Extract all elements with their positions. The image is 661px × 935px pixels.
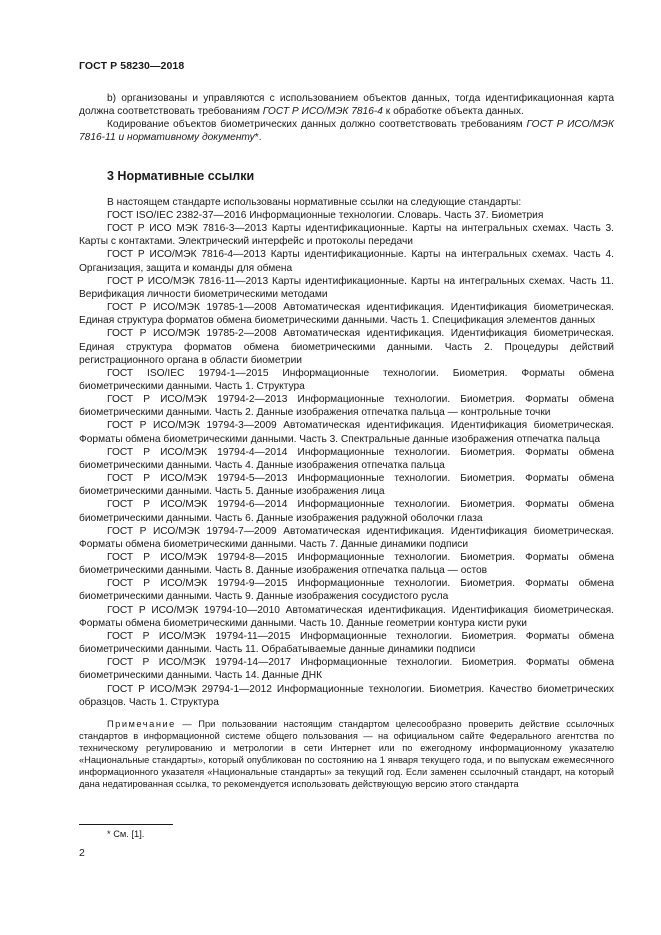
footnote: * См. [1]. bbox=[107, 829, 145, 839]
section-title: 3 Нормативные ссылки bbox=[107, 168, 255, 183]
paragraph-coding-end: *. bbox=[254, 132, 262, 144]
reference-item: ГОСТ Р ИСО/МЭК 29794-1—2012 Информационные технологии. Биометрия. Качество биометрических образцов. Часть 1. Структура bbox=[79, 683, 614, 708]
reference-item: ГОСТ Р ИСО МЭК 7816-3—2013 Карты идентификационные. Карты на интегральных схемах. Часть 3. Карты с контактами. Электрический интерфейс и протоколы передачи bbox=[79, 223, 614, 248]
reference-item: ГОСТ ISO/IEC 19794-1—2015 Информационные технологии. Биометрия. Форматы обмена биометрическими данными. Часть 1. Структура bbox=[79, 367, 614, 392]
paragraph-b bbox=[79, 92, 614, 118]
document-body bbox=[79, 92, 614, 790]
note bbox=[79, 718, 614, 791]
paragraph-coding-start: Кодирование объектов биометрических данных должно соответствовать требованиям bbox=[107, 119, 527, 131]
page-number: 2 bbox=[79, 847, 85, 859]
standard-ref-7816-11: ГОСТ Р ИСО/МЭК 7816-11 и нормативному документу bbox=[79, 119, 614, 144]
note-label: Примечание bbox=[107, 718, 176, 729]
reference-item: ГОСТ Р ИСО/МЭК 19794-4—2014 Информационные технологии. Биометрия. Форматы обмена биометрическими данными. Часть 4. Данные изображения отпечатка пальца bbox=[79, 446, 614, 471]
reference-item: ГОСТ Р ИСО/МЭК 19794-2—2013 Информационные технологии. Биометрия. Форматы обмена биометрическими данными. Часть 2. Данные изображения отпечатка пальца — контрольные точки bbox=[79, 394, 614, 419]
reference-item: ГОСТ Р ИСО/МЭК 19794-10—2010 Автоматическая идентификация. Идентификация биометрическая. Форматы обмена биометрическими данными. Часть 10. Данные геометрии контура кисти руки bbox=[79, 604, 614, 629]
reference-item: ГОСТ Р ИСО/МЭК 19794-6—2014 Информационные технологии. Биометрия. Форматы обмена биометрическими данными. Часть 6. Данные изображения радужной оболочки глаза bbox=[79, 499, 614, 524]
reference-item: ГОСТ Р ИСО/МЭК 19794-11—2015 Информационные технологии. Биометрия. Форматы обмена биометрическими данными. Часть 11. Обрабатываемые данные динамики подписи bbox=[79, 630, 614, 656]
reference-item: ГОСТ Р ИСО/МЭК 19794-5—2013 Информационные технологии. Биометрия. Форматы обмена биометрическими данными. Часть 5. Данные изображения лица bbox=[79, 473, 614, 498]
document-code-header: ГОСТ Р 58230—2018 bbox=[79, 60, 185, 72]
reference-item: ГОСТ ISO/IEC 2382-37—2016 Информационные технологии. Словарь. Часть 37. Биометрия bbox=[107, 209, 544, 221]
paragraph-b-start: b) организованы и управляются с использованием объектов данных, тогда идентификационная карта должна соответствовать требованиям bbox=[79, 93, 614, 118]
paragraph-b-end: к обработке объекта данных. bbox=[382, 106, 524, 118]
note-text: — При пользовании настоящим стандартом целесообразно проверить действие ссылочных стандартов в информационной системе общего пользования — на официальном сайте Федерального агентства по техническому регулированию и метрологии в сети Интернет или по ежегодному информационному указателю «Национальные стандарты», который опубликован по состоянию на 1 января текущего года, и по выпускам ежемесячного информационного указателя «Национальные стандарты» за текущий год. Если заменен ссылочный стандарт, на который дана недатированная ссылка, то рекомендуется использовать действующую версию этого стандарта bbox=[79, 718, 614, 790]
footnote-divider bbox=[79, 824, 173, 825]
reference-list bbox=[79, 209, 614, 709]
reference-item: ГОСТ Р ИСО/МЭК 19794-9—2015 Информационные технологии. Биометрия. Форматы обмена биометрическими данными. Часть 9. Данные изображения сосудистого русла bbox=[79, 578, 614, 603]
reference-item: ГОСТ Р ИСО/МЭК 19785-2—2008 Автоматическая идентификация. Идентификация биометрическая. Единая структура форматов обмена биометрическими данными. Часть 2. Процедуры действий регистрационного органа в области биометрии bbox=[79, 328, 614, 366]
reference-item: ГОСТ Р ИСО/МЭК 19794-14—2017 Информационные технологии. Биометрия. Форматы обмена биометрическими данными. Часть 14. Данные ДНК bbox=[79, 657, 614, 682]
section-lead: В настоящем стандарте использованы нормативные ссылки на следующие стандарты: bbox=[107, 196, 522, 208]
reference-item: ГОСТ Р ИСО/МЭК 7816-4—2013 Карты идентификационные. Карты на интегральных схемах. Часть 4. Организация, защита и команды для обмена bbox=[79, 249, 614, 274]
standard-ref-7816-4: ГОСТ Р ИСО/МЭК 7816-4 bbox=[262, 106, 383, 118]
paragraph-coding bbox=[79, 118, 614, 144]
reference-item: ГОСТ Р ИСО/МЭК 7816-11—2013 Карты идентификационные. Карты на интегральных схемах. Часть 11. Верификация личности биометрическими методами bbox=[79, 275, 614, 300]
reference-item: ГОСТ Р ИСО/МЭК 19785-1—2008 Автоматическая идентификация. Идентификация биометрическая. Единая структура форматов обмена биометрическими данными. Часть 1. Спецификация элементов данных bbox=[79, 302, 614, 327]
reference-item: ГОСТ Р ИСО/МЭК 19794-3—2009 Автоматическая идентификация. Идентификация биометрическая. Форматы обмена биометрическими данными. Часть 3. Спектральные данные изображения отпечатка пальца bbox=[79, 420, 614, 445]
reference-item: ГОСТ Р ИСО/МЭК 19794-7—2009 Автоматическая идентификация. Идентификация биометрическая. Форматы обмена биометрическими данными. Часть 7. Данные динамики подписи bbox=[79, 525, 614, 550]
reference-item: ГОСТ Р ИСО/МЭК 19794-8—2015 Информационные технологии. Биометрия. Форматы обмена биометрическими данными. Часть 8. Данные изображения отпечатка пальца — остов bbox=[79, 552, 614, 577]
